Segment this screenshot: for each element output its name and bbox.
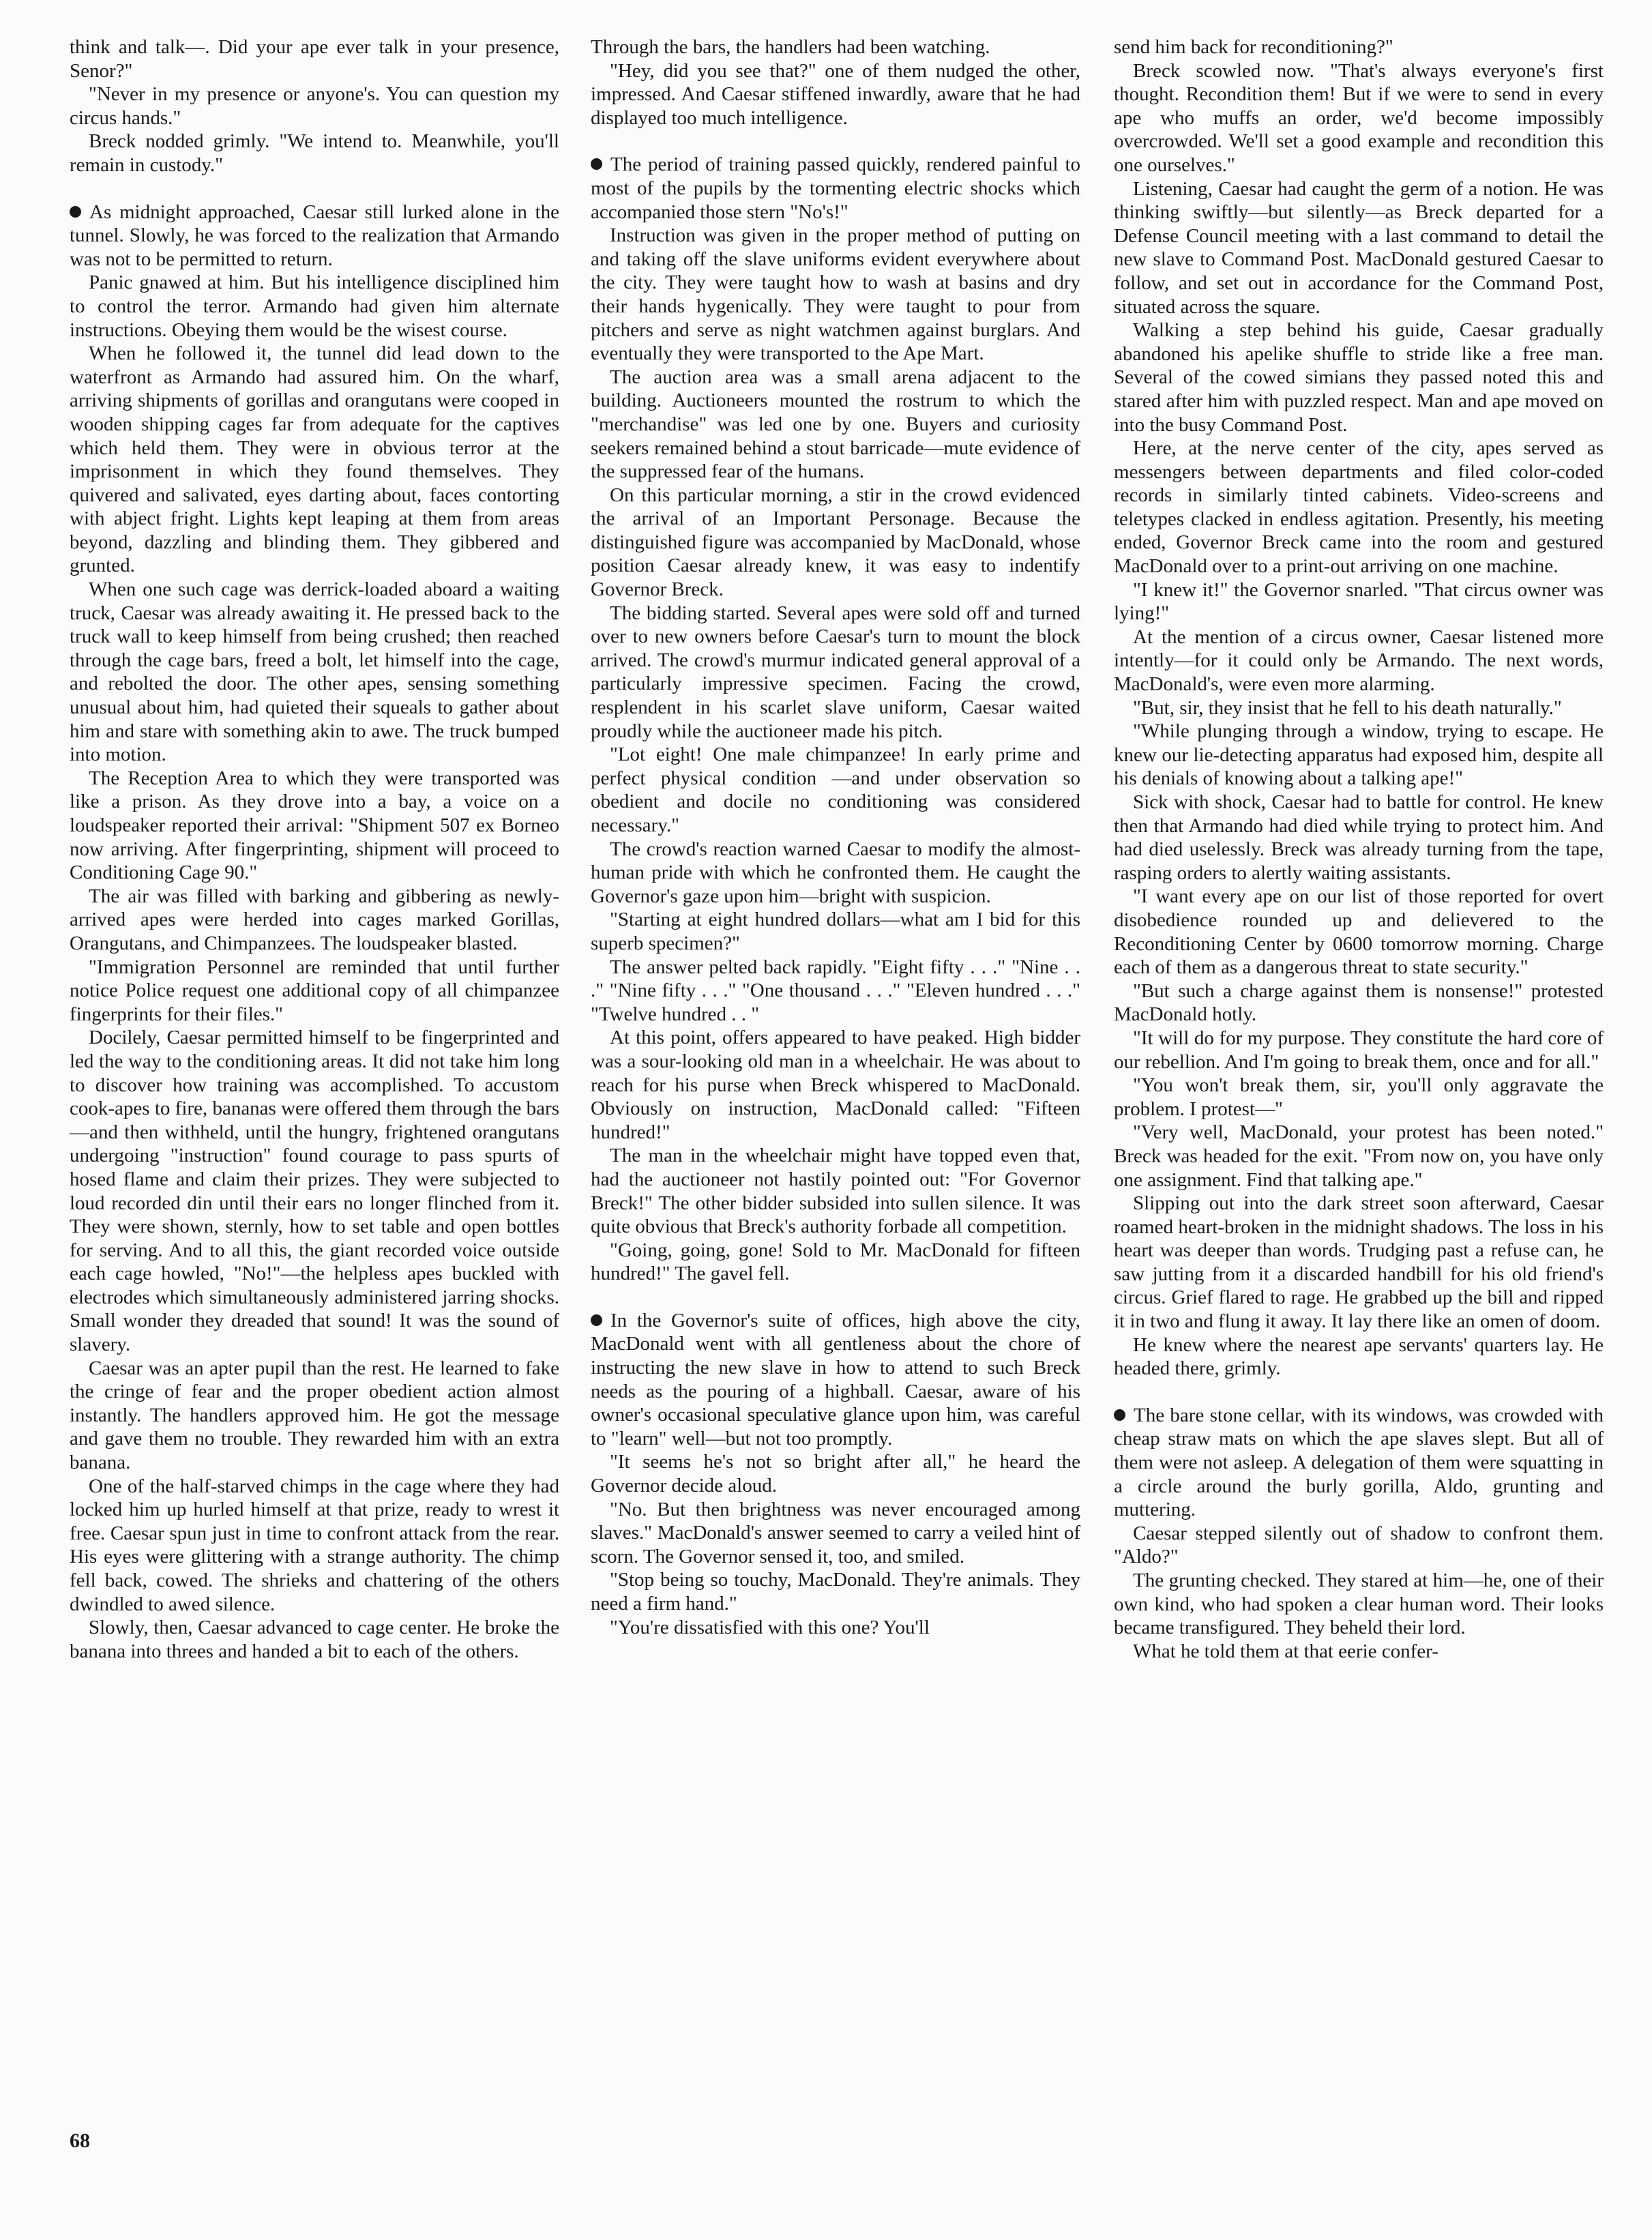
text-column-1 (70, 35, 559, 1663)
paragraph: Slowly, then, Caesar advanced to cage center. He broke the banana into threes and handed a bit to each of the others. (70, 1617, 559, 1662)
page-number: 68 (70, 2130, 90, 2152)
paragraph: Listening, Caesar had caught the germ of a notion. He was thinking swiftly—but silently—as Breck departed for a Defense Council meeting with a last command to detail the new slave to Command Post. MacDonald gestured Caesar to follow, and set out in accordance for the Command Post, situated across the square. (1114, 177, 1604, 318)
paragraph: At the mention of a circus owner, Caesar listened more intently—for it could only be Armando. The next words, MacDonald's, were even more alarming. (1114, 625, 1604, 696)
paragraph: "Going, going, gone! Sold to Mr. MacDonald for fifteen hundred!" The gavel fell. (591, 1239, 1080, 1285)
paragraph: The answer pelted back rapidly. "Eight fifty . . ." "Nine . . ." "Nine fifty . . ." "One thousand . . ." "Eleven hundred . . ." "Twelve hundred . . " (591, 956, 1080, 1025)
paragraph: "It will do for my purpose. They constitute the hard core of our rebellion. And I'm going to break them, once and for all." (1114, 1027, 1604, 1073)
paragraph: Sick with shock, Caesar had to battle for control. He knew then that Armando had died while trying to protect him. And had died uselessly. Breck was already turning from the tape, rasping orders to alertly waiting assistants. (1114, 791, 1604, 884)
paragraph: "But, sir, they insist that he fell to his death naturally." (1133, 696, 1562, 719)
paragraph: Slipping out into the dark street soon afterward, Caesar roamed heart-broken in the midnight shadows. The loss in his heart was deeper than words. Trudging past a refuse can, he saw jutting from it a discarded handbill for his old friend's circus. Grief flared to rage. He grabbed up the bill and ripped it in two and flung it away. It lay there like an omen of doom. (1114, 1192, 1604, 1333)
paragraph: The air was filled with barking and gibbering as newly-arrived apes were herded into cages marked Gorillas, Orangutans, and Chimpanzees. The loudspeaker blasted. (70, 885, 559, 954)
paragraph: "You're dissatisfied with this one? You'll (610, 1616, 930, 1638)
paragraph: On this particular morning, a stir in the crowd evidenced the arrival of an Important Personage. Because the distinguished figure was accompanied by MacDonald, whose position Caesar already knew, it was easy to indentify Governor Breck. (591, 484, 1080, 601)
paragraph: Walking a step behind his guide, Caesar gradually abandoned his apelike shuffle to stride like a free man. Several of the cowed simians they passed noted this and stared after him with puzzled respect. Man and ape moved on into the busy Command Post. (1114, 319, 1604, 436)
paragraph: When one such cage was derrick-loaded aboard a waiting truck, Caesar was already awaiting it. He pressed back to the truck wall to keep himself from being crushed; then reached through the cage bars, freed a bolt, let himself into the cage, and rebolted the door. The other apes, sensing something unusual about him, had quieted their squeals to gather about him and stare with something akin to awe. The truck bumped into motion. (70, 578, 559, 766)
paragraph: Breck nodded grimly. "We intend to. Meanwhile, you'll remain in custody." (70, 130, 559, 176)
paragraph: The auction area was a small arena adjacent to the building. Auctioneers mounted the rostrum to which the "merchandise" was led one by one. Buyers and curiosity seekers remained behind a stout barricade—mute evidence of the suppressed fear of the humans. (591, 366, 1080, 483)
paragraph: "No. But then brightness was never encouraged among slaves." MacDonald's answer seemed to carry a veiled hint of scorn. The Governor sensed it, too, and smiled. (591, 1498, 1080, 1567)
paragraph: What he told them at that eerie confer- (1133, 1640, 1439, 1662)
section-paragraph: The period of training passed quickly, rendered painful to most of the pupils by the tormenting electric shocks which accompanied those stern "No's!" (591, 153, 1080, 223)
paragraph: "It seems he's not so bright after all," he heard the Governor decide aloud. (591, 1451, 1080, 1497)
paragraph: "While plunging through a window, trying to escape. He knew our lie-detecting apparatus had exposed him, despite all his denials of knowing about a talking ape!" (1114, 720, 1604, 790)
paragraph: Here, at the nerve center of the city, apes served as messengers between departments and filed color-coded records in similarly tinted cabinets. Video-screens and teletypes clacked in endless agitation. Presently, his meeting ended, Governor Breck came into the room and gestured MacDonald over to a print-out arriving on one machine. (1114, 437, 1604, 578)
paragraph: The crowd's reaction warned Caesar to modify the almost-human pride with which he confronted them. He caught the Governor's gaze upon him—bright with suspicion. (591, 838, 1080, 907)
paragraph: When he followed it, the tunnel did lead down to the waterfront as Armando had assured him. On the wharf, arriving shipments of gorillas and orangutans were cooped in wooden shipping cages far from adequate for the captives which held them. They were in obvious terror at the imprisonment in which they found themselves. They quivered and salivated, eyes darting about, faces contorting with abject fright. Lights kept leaping at them from areas beyond, dazzling and blinding them. They gibbered and grunted. (70, 342, 559, 577)
paragraph: Caesar was an apter pupil than the rest. He learned to fake the cringe of fear and the proper obedient action almost instantly. The handlers approved him. He got the message and gave them no trouble. They rewarded him with an extra banana. (70, 1357, 559, 1474)
section-paragraph: As midnight approached, Caesar still lurked alone in the tunnel. Slowly, he was forced to the realization that Armando was not to be permitted to return. (70, 201, 559, 270)
paragraph: "You won't break them, sir, you'll only aggravate the problem. I protest—" (1114, 1074, 1604, 1120)
paragraph: send him back for reconditioning?" (1114, 36, 1393, 58)
paragraph: "Hey, did you see that?" one of them nudged the other, impressed. And Caesar stiffened inwardly, aware that he had displayed too much intelligence. (591, 59, 1080, 129)
paragraph: Docilely, Caesar permitted himself to be fingerprinted and led the way to the conditioning areas. It did not take him long to discover how training was accomplished. To accustom cook-apes to fire, bananas were offered them through the bars—and then withheld, until the hungry, frightened orangutans undergoing "instruction" found courage to pass spurts of hosed flame and claim their prizes. They were subjected to loud recorded din until their ears no longer flinched from it. They were shown, sternly, how to set table and open bottles for serving. And to all this, the giant recorded voice outside each cage howled, "No!"—the helpless apes buckled with electrodes which simultaneously administered jarring shocks. Small wonder they dreaded that sound! It was the sound of slavery. (70, 1027, 559, 1356)
paragraph: Panic gnawed at him. But his intelligence disciplined him to control the terror. Armando had given him alternate instructions. Obeying them would be the wisest course. (70, 271, 559, 341)
paragraph: "But such a charge against them is nonsense!" protested MacDonald hotly. (1114, 979, 1604, 1026)
paragraph: The bidding started. Several apes were sold off and turned over to new owners before Caesar's turn to mount the block arrived. The crowd's murmur indicated general approval of a particularly impressive specimen. Facing the crowd, resplendent in his scarlet slave uniform, Caesar waited proudly while the auctioneer made his pitch. (591, 602, 1080, 742)
paragraph: The Reception Area to which they were transported was like a prison. As they drove into a bay, a voice on a loudspeaker reported their arrival: "Shipment 507 ex Borneo now arriving. After fingerprinting, shipment will proceed to Conditioning Cage 90." (70, 767, 559, 884)
paragraph: Instruction was given in the proper method of putting on and taking off the slave uniforms evident everywhere about the city. They were taught how to wash at basins and dry their hands hygenically. They were taught to pour from pitchers and serve as night watchmen against burglars. And eventually they were transported to the Ape Mart. (591, 224, 1080, 365)
paragraph: Breck scowled now. "That's always everyone's first thought. Recondition them! But if we were to send in every ape who muffs an order, we'd become impossibly overcrowded. We'll set a good example and recondition this one ourselves." (1114, 59, 1604, 176)
text-column-2 (591, 35, 1080, 1639)
paragraph: "Lot eight! One male chimpanzee! In early prime and perfect physical condition —and under observation so obedient and docile no conditioning was considered necessary." (591, 743, 1080, 836)
paragraph: "Immigration Personnel are reminded that until further notice Police request one additional copy of all chimpanzee fingerprints for their files." (70, 956, 559, 1025)
text-column-3 (1114, 35, 1604, 1663)
paragraph: think and talk—. Did your ape ever talk in your presence, Senor?" (70, 36, 559, 82)
paragraph: Through the bars, the handlers had been watching. (591, 36, 990, 58)
section-paragraph: In the Governor's suite of offices, high above the city, MacDonald went with all gentleness about the chore of instructing the new slave in how to attend to such Breck needs as the pouring of a highball. Caesar, aware of his owner's occasional speculative glance upon him, was careful to "learn" well—but not too promptly. (591, 1309, 1080, 1449)
paragraph: One of the half-starved chimps in the cage where they had locked him up hurled himself at that prize, ready to wrest it free. Caesar spun just in time to confront attack from the rear. His eyes were glittering with a strange authority. The chimp fell back, cowed. The shrieks and chattering of the others dwindled to awed silence. (70, 1475, 559, 1615)
paragraph: Caesar stepped silently out of shadow to confront them. "Aldo?" (1114, 1522, 1604, 1568)
paragraph: "Never in my presence or anyone's. You can question my circus hands." (70, 83, 559, 129)
paragraph: "Very well, MacDonald, your protest has been noted." Breck was headed for the exit. "From now on, you have only one assignment. Find that talking ape." (1114, 1121, 1604, 1191)
paragraph: "Stop being so touchy, MacDonald. They're animals. They need a firm hand." (591, 1569, 1080, 1615)
paragraph: "I knew it!" the Governor snarled. "That circus owner was lying!" (1114, 578, 1604, 625)
paragraph: The grunting checked. They stared at him—he, one of their own kind, who had spoken a clear human word. Their looks became transfigured. They beheld their lord. (1114, 1570, 1604, 1639)
paragraph: The man in the wheelchair might have topped even that, had the auctioneer not hastily pointed out: "For Governor Breck!" The other bidder subsided into sullen silence. It was quite obvious that Breck's authority forbade all competition. (591, 1145, 1080, 1238)
paragraph: He knew where the nearest ape servants' quarters lay. He headed there, grimly. (1114, 1333, 1604, 1380)
paragraph: "I want every ape on our list of those reported for overt disobedience rounded up and delievered to the Reconditioning Center by 0600 tomorrow morning. Charge each of them as a dangerous threat to state security." (1114, 885, 1604, 979)
paragraph: "Starting at eight hundred dollars—what am I bid for this superb specimen?" (591, 909, 1080, 954)
paragraph: At this point, offers appeared to have peaked. High bidder was a sour-looking old man in a wheelchair. He was about to reach for his purse when Breck whispered to MacDonald. Obviously on instruction, MacDonald called: "Fifteen hundred!" (591, 1027, 1080, 1143)
section-paragraph: The bare stone cellar, with its windows, was crowded with cheap straw mats on which the ape slaves slept. But all of them were not asleep. A delegation of them were squatting in a circle around the burly gorilla, Aldo, grunting and muttering. (1114, 1404, 1604, 1521)
